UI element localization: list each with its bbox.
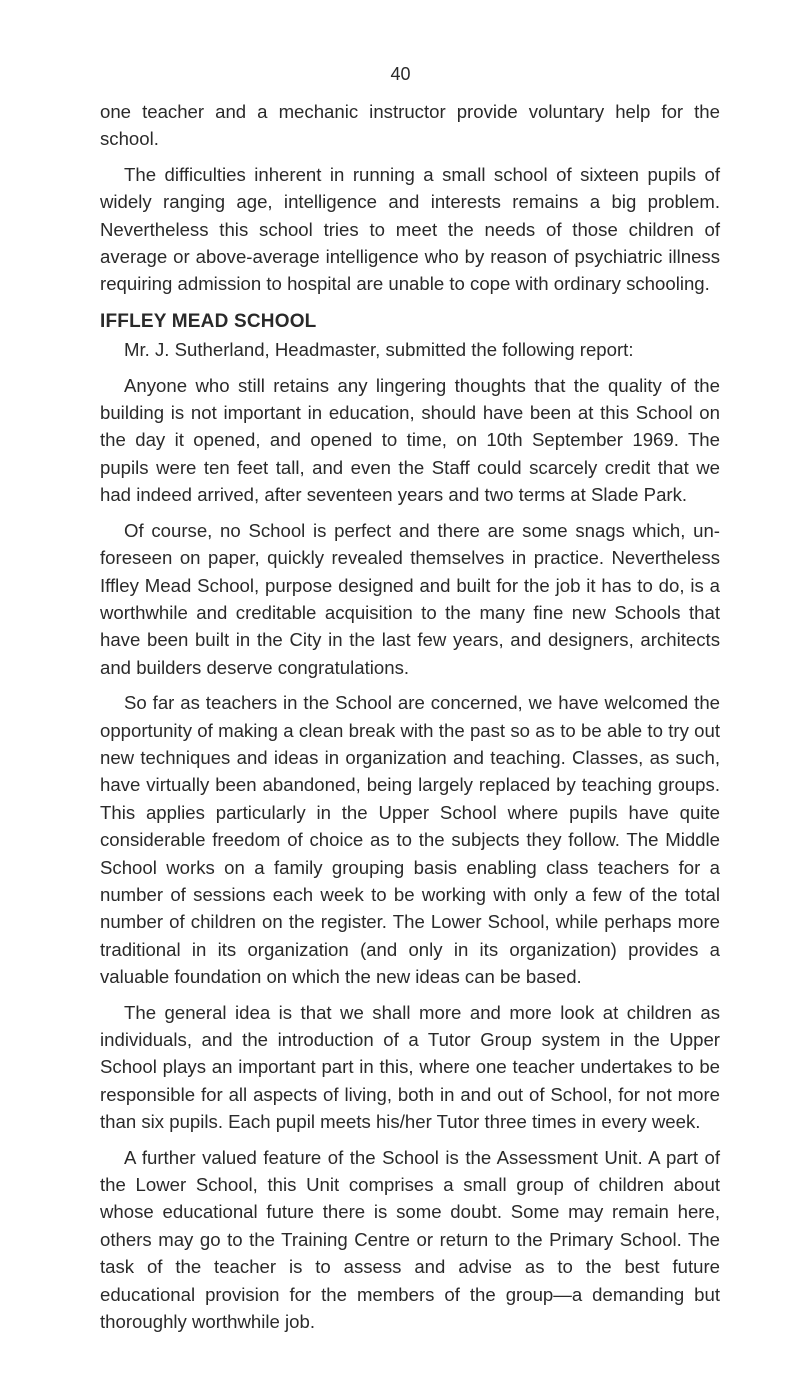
assessment-unit-paragraph: A further valued feature of the School is the Assessment Unit. A part of the Lower School, this Unit comprises a small group of children about whose educational future there is some doubt. Some may remain here, others may go to the Training Centre or return to the Primary School. The task of the teacher is to assess and advise as to the best future educational provision for the members of the group—a demanding but thoroughly worthwhile job. [100,1146,720,1333]
section-heading: IFFLEY MEAD SCHOOL [100,310,317,332]
intro-difficulties-paragraph: The difficulties inherent in running a small school of sixteen pupils of widely ranging age, intelligence and interests remains a big problem. Nevertheless this school tries to meet the needs of those children of average or above-average intelligence who by reason of psychiatric illness requiring admission to hospital are unable to cope with ordinary schooling. [100,163,720,295]
building-paragraph: Anyone who still retains any lingering thoughts that the quality of the building is not important in education, should have been at this School on the day it opened, and opened to time, on 10th September 1969. The pupils were ten feet tall, and even the Staff could scarcely credit that we had indeed arrived, after seventeen years and two terms at Slade Park. [100,374,720,506]
tutor-group-paragraph: The general idea is that we shall more and more look at children as individuals, and the introduction of a Tutor Group system in the Upper School plays an important part in this, where one teacher undertakes to be responsible for all aspects of living, both in and out of School, for not more than six pupils. Each pupil meets his/her Tutor three times in every week. [100,1001,720,1133]
teachers-paragraph: So far as teachers in the School are concerned, we have welcomed the opportunity of making a clean break with the past so as to be able to try out new techniques and ideas in organization and teaching. Classes, as such, have virtually been abandoned, being largely replaced by teaching groups. This applies particularly in the Upper School where pupils have quite considerable freedom of choice as to the subjects they follow. The Middle School works on a family grouping basis enabling class teachers for a number of sessions each week to be working with only a few of the total number of children on the register. The Lower School, while perhaps more traditional in its organization (and only in its organization) provides a valuable foundation on which the new ideas can be based. [100,692,720,988]
page-number: 40 [390,64,411,84]
report-intro-paragraph: Mr. J. Sutherland, Headmaster, submitted the following report: [124,339,634,361]
snags-paragraph: Of course, no School is perfect and there are some snags which, unforeseen on paper, quickly revealed themselves in practice. Nevertheless Iffley Mead School, purpose designed and built for the job it has to do, is a worthwhile and creditable acquisition to the many fine new Schools that have been built in the City in the last few years, and designers, architects and builders deserve congratulations. [100,519,720,678]
body-text [100,98,720,1343]
intro-continuation-paragraph: one teacher and a mechanic instructor provide voluntary help for the school. [100,101,720,150]
